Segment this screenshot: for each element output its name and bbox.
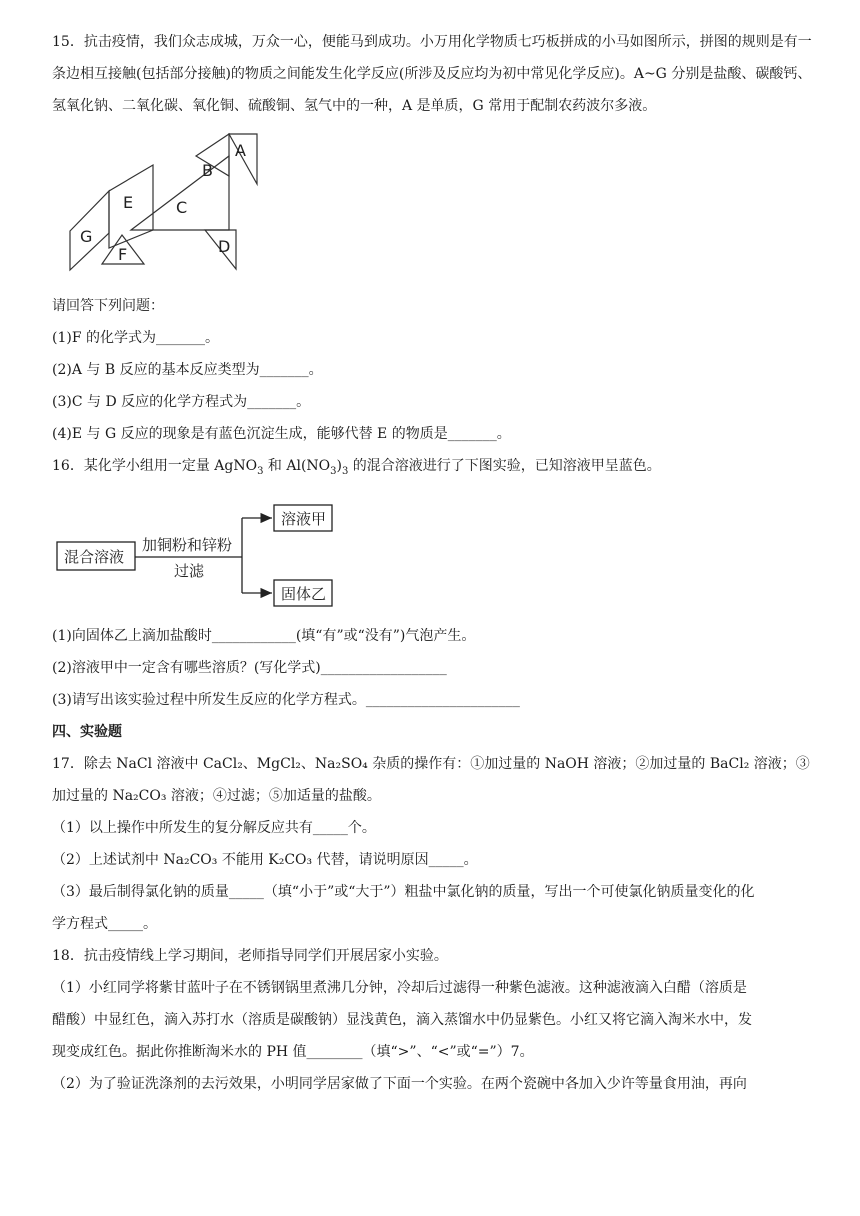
question-16	[52, 450, 812, 716]
label-f: F	[118, 245, 128, 264]
question-15-item-3: (3)C 与 D 反应的化学方程式为_______。	[52, 394, 311, 410]
question-15-item-1: (1)F 的化学式为_______。	[52, 330, 219, 346]
question-16-item-1: (1)向固体乙上滴加盐酸时____________(填“有”或“没有”)气泡产生。	[52, 627, 476, 644]
flow-diagram-svg	[52, 494, 352, 614]
label-e: E	[123, 193, 134, 212]
flow-arrow-bottom-label: 过滤	[174, 561, 205, 580]
label-a: A	[235, 141, 246, 160]
label-d: D	[218, 237, 231, 256]
question-17-item-2: （2）上述试剂中 Na₂CO₃ 不能用 K₂CO₃ 代替，请说明原因_____。	[52, 851, 478, 868]
question-15-item-4: (4)E 与 G 反应的现象是有蓝色沉淀生成，能够代替 E 的物质是_______。	[52, 426, 511, 442]
flow-out2-label: 固体乙	[281, 584, 327, 603]
section-heading: 四、实验题	[52, 723, 122, 740]
question-17	[52, 748, 812, 940]
question-16-item-3: (3)请写出该实验过程中所发生反应的化学方程式。______________________	[52, 691, 520, 708]
question-16-stem: 16．某化学小组用一定量 AgNO$_3$ 和 $Al(NO_3)_3$ 的混合溶液进行了下图实验，已知溶液甲呈蓝色。	[52, 458, 661, 477]
tangram-horse-figure	[52, 128, 812, 288]
tangram-horse-svg	[52, 128, 312, 288]
question-18-line-1: 18．抗击疫情线上学习期间，老师指导同学们开展居家小实验。	[52, 947, 448, 964]
question-15-prompt: 请回答下列问题：	[52, 298, 164, 314]
flow-start-label: 混合溶液	[64, 547, 125, 566]
question-18-p1-line-3: 现变成红色。据此你推断淘米水的 PH 值________（填“>”、“<”或“=”）7。	[52, 1043, 534, 1060]
flow-arrow-top-label: 加铜粉和锌粉	[142, 535, 233, 554]
question-16-item-2: (2)溶液甲中一定含有哪些溶质？(写化学式)__________________	[52, 659, 447, 676]
label-c: C	[176, 198, 188, 217]
label-g: G	[80, 227, 93, 246]
question-18-p1-line-1: （1）小红同学将紫甘蓝叶子在不锈钢锅里煮沸几分钟，冷却后过滤得一种紫色滤液。这种滤液滴入白醋（溶质是	[52, 979, 747, 996]
question-17-item-3: （3）最后制得氯化钠的质量_____（填“小于”或“大于”）粗盐中氯化钠的质量，写出一个可使氯化钠质量变化的化	[52, 883, 755, 900]
question-15-stem: 15．抗击疫情，我们众志成城，万众一心，便能马到成功。小万用化学物质七巧板拼成的小马如图所示，拼图的规则是有一条边相互接触(包括部分接触)的物质之间能发生化学反应(所涉及反应均为初中常见化学反应)。A~G 分别是盐酸、碳酸钙、氢氧化钠、二氧化碳、氧化铜、硫酸铜、氢气中的一种，A 是单质，G 常用于配制农药波尔多液。	[52, 34, 812, 114]
flow-out1-label: 溶液甲	[281, 509, 327, 528]
label-b: B	[202, 161, 213, 180]
question-18-p2-line-1: （2）为了验证洗涤剂的去污效果，小明同学居家做了下面一个实验。在两个瓷碗中各加入少许等量食用油，再向	[52, 1075, 747, 1092]
question-15	[52, 26, 812, 450]
question-17-item-1: （1）以上操作中所发生的复分解反应共有_____个。	[52, 819, 376, 836]
question-17-item-3-cont: 学方程式_____。	[52, 915, 157, 932]
question-17-line-1: 17．除去 NaCl 溶液中 CaCl₂、MgCl₂、Na₂SO₄ 杂质的操作有：①加过量的 NaOH 溶液；②加过量的 BaCl₂ 溶液；③	[52, 755, 810, 772]
question-15-item-2: (2)A 与 B 反应的基本反应类型为_______。	[52, 362, 323, 378]
question-18-p1-line-2: 醋酸）中显红色，滴入苏打水（溶质是碳酸钠）显浅黄色，滴入蒸馏水中仍显紫色。小红又将它滴入淘米水中，发	[52, 1011, 752, 1028]
exam-page	[52, 26, 812, 1100]
flow-diagram	[52, 494, 812, 614]
question-17-line-2: 加过量的 Na₂CO₃ 溶液；④过滤；⑤加适量的盐酸。	[52, 787, 381, 804]
question-18	[52, 940, 812, 1100]
